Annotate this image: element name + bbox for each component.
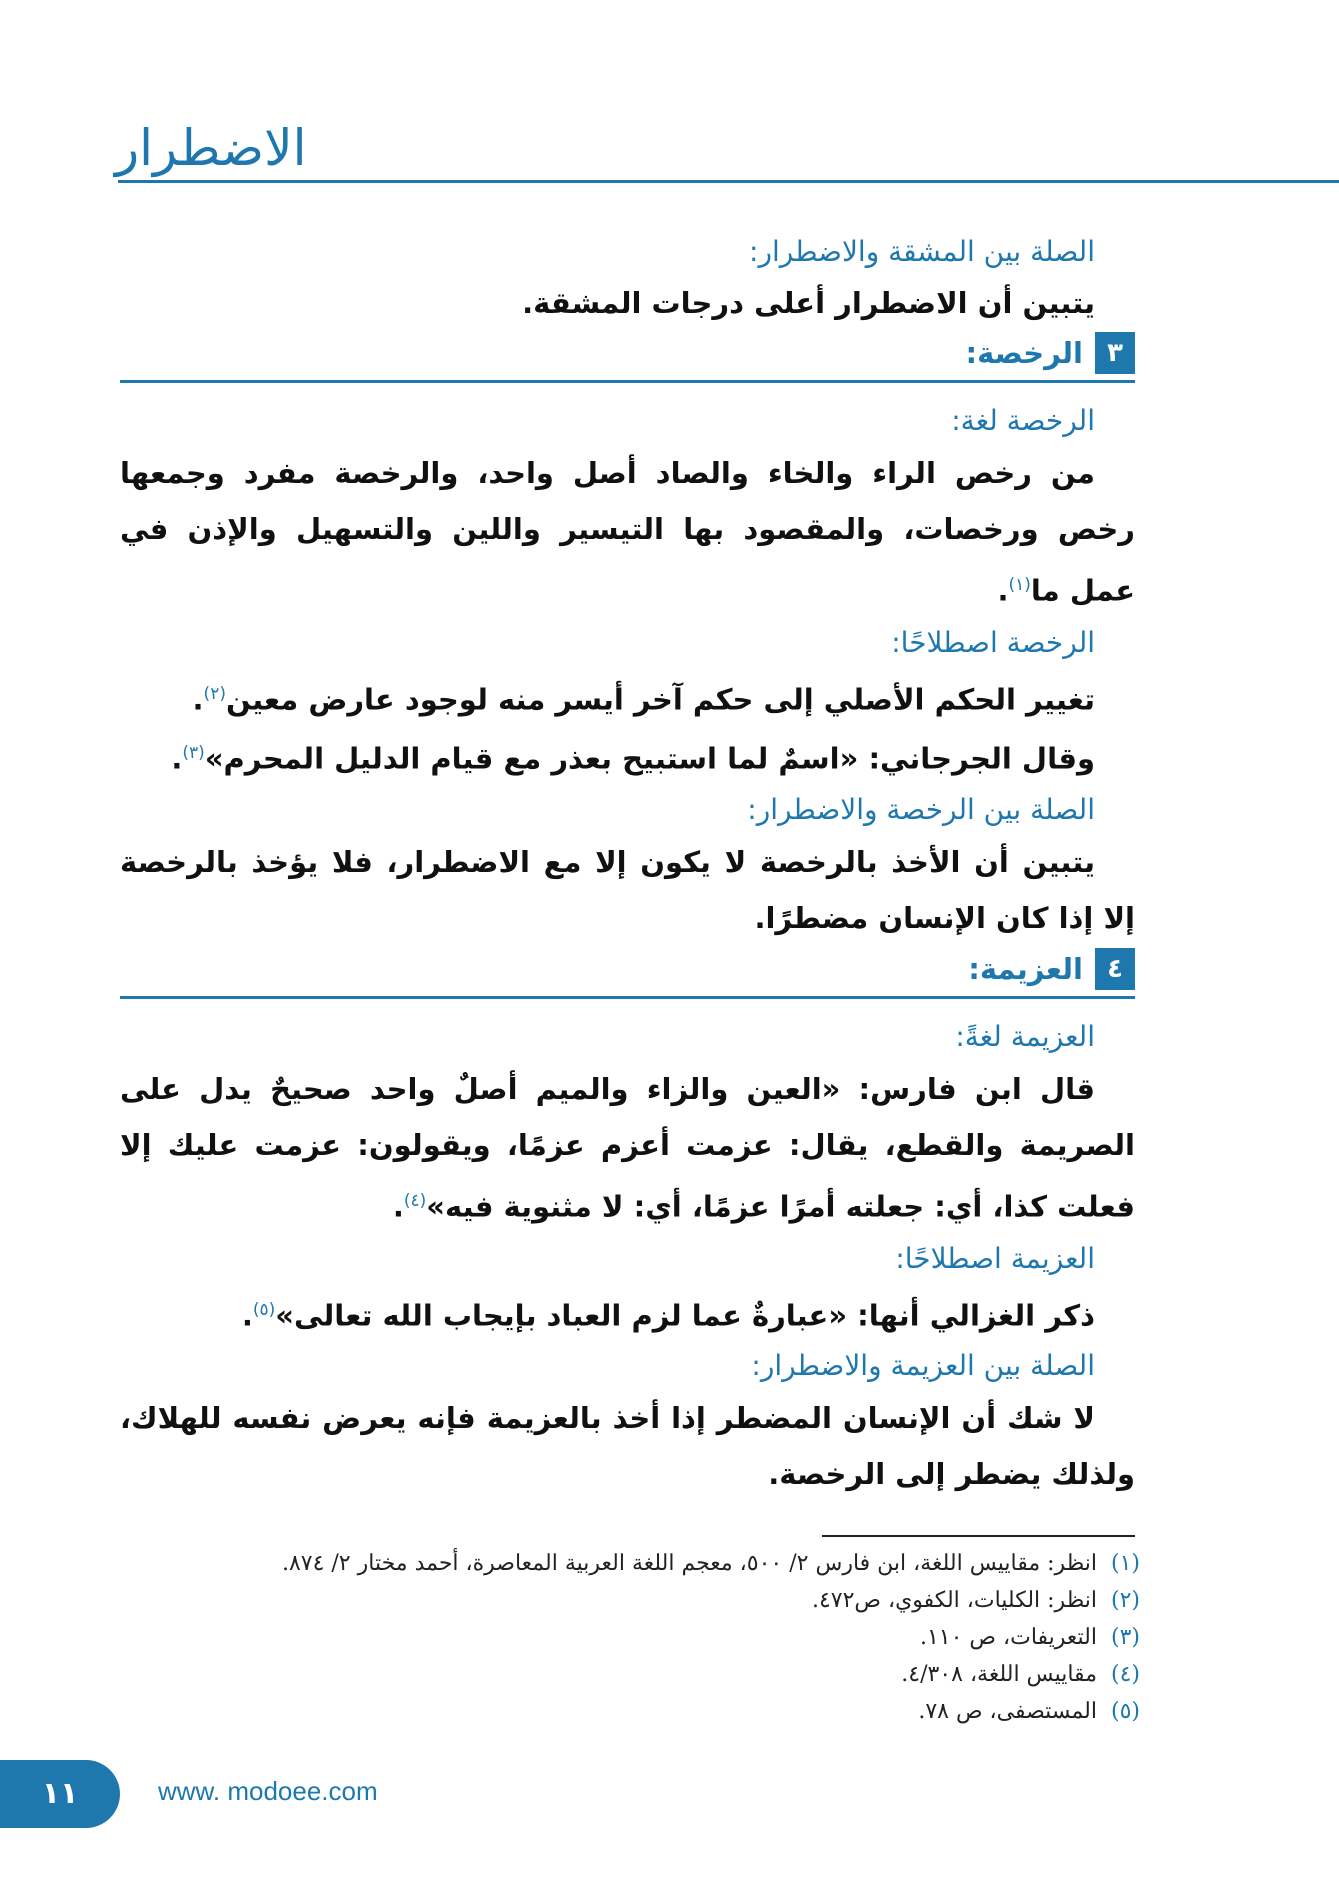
footnote-text: مقاييس اللغة، ٤/٣٠٨. (901, 1662, 1097, 1687)
footnotes (150, 1545, 1140, 1730)
footnote-number: (١) (1110, 1551, 1140, 1576)
section-title: العزيمة: (968, 951, 1083, 986)
paragraph-rukhsa-term-2: وقال الجرجاني: «اسمٌ لما استبيح بعذر مع قيام الدليل المحرم»$^{(٣)}$. (171, 741, 1095, 776)
footnote-separator (822, 1535, 1135, 1537)
footnote-ref[interactable]: (٥) (252, 1299, 276, 1320)
header-rule (118, 180, 1339, 183)
paragraph-text: ذكر الغزالي أنها: «عبارةٌ عما لزم العباد بإيجاب الله تعالى» (275, 1298, 1095, 1333)
subheading-azima-term: العزيمة اصطلاحًا: (895, 1241, 1095, 1275)
footnote (150, 1582, 1140, 1619)
footnote-number: (٤) (1110, 1662, 1140, 1687)
subheading-azima-lang: العزيمة لغةً: (955, 1019, 1095, 1053)
footnote-number: (٣) (1110, 1625, 1140, 1650)
subheading-azima-relation: الصلة بين العزيمة والاضطرار: (751, 1349, 1095, 1383)
paragraph-text: وقال الجرجاني: «اسمٌ لما استبيح بعذر مع قيام الدليل المحرم» (204, 741, 1095, 776)
subheading-rukhsa-relation: الصلة بين الرخصة والاضطرار: (747, 792, 1095, 826)
paragraph-text: من رخص الراء والخاء والصاد أصل واحد، والرخصة مفرد وجمعها رخص ورخصات، والمقصود بها التيسير واللين والتسهيل والإذن في عمل ما (120, 456, 1135, 608)
footnote-ref[interactable]: (٤) (403, 1190, 427, 1211)
footnote-text: المستصفى، ص ٧٨. (918, 1699, 1097, 1724)
section-number: ٣ (1095, 332, 1135, 374)
footnote-text: انظر: مقاييس اللغة، ابن فارس ٢/ ٥٠٠، معجم اللغة العربية المعاصرة، أحمد مختار ٢/ ٨٧٤. (281, 1551, 1097, 1576)
paragraph-hardship-relation: يتبين أن الاضطرار أعلى درجات المشقة. (522, 286, 1095, 320)
section-header-rukhsa (120, 330, 1135, 383)
footnote-ref[interactable]: (٣) (182, 743, 205, 764)
subheading-rukhsa-term: الرخصة اصطلاحًا: (891, 625, 1095, 659)
footnote-number: (٢) (1110, 1588, 1140, 1613)
footnote (150, 1656, 1140, 1693)
paragraph-rukhsa-relation: يتبين أن الأخذ بالرخصة لا يكون إلا مع الاضطرار، فلا يؤخذ بالرخصة إلا إذا كان الإنسان مضطرًا. (120, 844, 1135, 935)
footnote-number: (٥) (1110, 1699, 1140, 1724)
footnote (150, 1693, 1140, 1730)
paragraph-rukhsa-term-1: تغيير الحكم الأصلي إلى حكم آخر أيسر منه لوجود عارض معين$^{(٢)}$. (192, 682, 1095, 717)
footnote-ref[interactable]: (١) (1008, 575, 1031, 595)
page-number: ١١ (0, 1760, 120, 1828)
footnote-text: التعريفات، ص ١١٠. (919, 1625, 1097, 1650)
paragraph-rukhsa-lang: من رخص الراء والخاء والصاد أصل واحد، والرخصة مفرد وجمعها رخص ورخصات، والمقصود بها التيسير واللين والتسهيل والإذن في عمل ما$^{(١)}$. (120, 456, 1135, 608)
section-number: ٤ (1095, 948, 1135, 990)
paragraph-azima-lang: قال ابن فارس: «العين والزاء والميم أصلٌ واحد صحيحٌ يدل على الصريمة والقطع، يقال: عزمت أعزم عزمًا، ويقولون: عزمت عليك إلا فعلت كذا، أي: جعلته أمرًا عزمًا، أي: لا مثنوية فيه»$^{(٤)}$. (120, 1071, 1135, 1224)
paragraph-text: تغيير الحكم الأصلي إلى حكم آخر أيسر منه لوجود عارض معين (225, 682, 1095, 717)
section-title: الرخصة: (965, 336, 1083, 370)
website-link[interactable]: www. modoee.com (158, 1776, 378, 1806)
footnote (150, 1545, 1140, 1582)
subheading-rukhsa-lang: الرخصة لغة: (951, 404, 1095, 437)
section-header-azima (120, 946, 1135, 999)
footnote (150, 1619, 1140, 1656)
paragraph-azima-relation: لا شك أن الإنسان المضطر إذا أخذ بالعزيمة فإنه يعرض نفسه للهلاك، ولذلك يضطر إلى الرخصة. (120, 1401, 1135, 1492)
paragraph-text: قال ابن فارس: «العين والزاء والميم أصلٌ واحد صحيحٌ يدل على الصريمة والقطع، يقال: عزمت أعزم عزمًا، ويقولون: عزمت عليك إلا فعلت كذا، أي: جعلته أمرًا عزمًا، أي: لا مثنوية فيه» (120, 1071, 1135, 1224)
subheading-hardship-relation: الصلة بين المشقة والاضطرار: (749, 235, 1095, 268)
main-content (120, 228, 1135, 1502)
paragraph-azima-term: ذكر الغزالي أنها: «عبارةٌ عما لزم العباد بإيجاب الله تعالى»$^{(٥)}$. (241, 1298, 1095, 1333)
footnote-text: انظر: الكليات، الكفوي، ص٤٧٢. (811, 1588, 1097, 1613)
footnote-ref[interactable]: (٢) (203, 683, 226, 704)
page-header-title: الاضطرار (115, 119, 307, 177)
